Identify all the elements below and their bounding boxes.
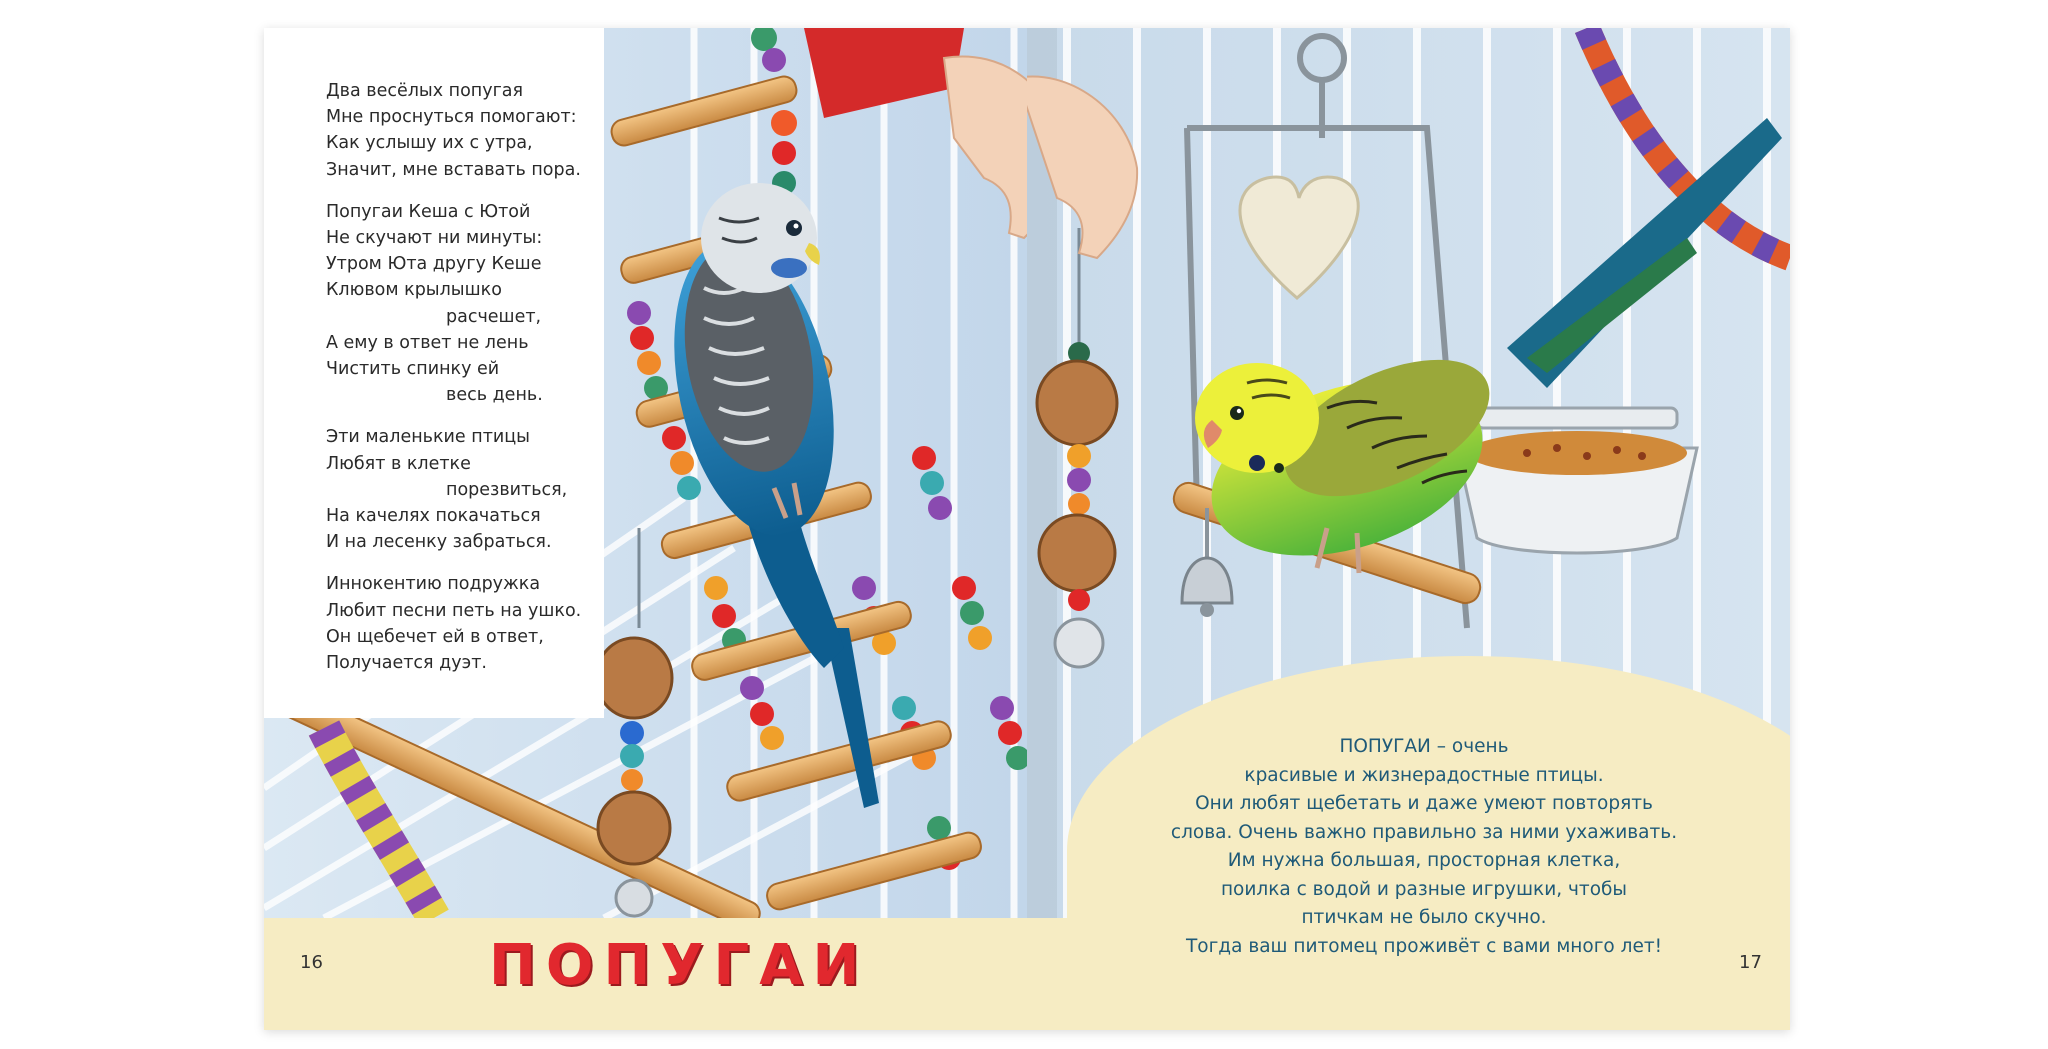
page-number-right: 17 xyxy=(1739,952,1762,973)
chapter-title: ПОПУГАИ xyxy=(489,933,870,998)
info-text xyxy=(1109,733,1739,961)
poem-stanza xyxy=(326,78,616,183)
info-line: птичкам не было скучно. xyxy=(1301,907,1547,928)
info-line: ПОПУГАИ – очень xyxy=(1339,736,1509,757)
poem-line: порезвиться, xyxy=(446,479,568,500)
poem-line: весь день. xyxy=(446,385,543,406)
poem-line: Любят в клетке xyxy=(326,453,471,474)
poem-line: Как услышу их с утра, xyxy=(326,133,533,154)
poem-line: Любит песни петь на ушко. xyxy=(326,600,582,621)
info-line: Они любят щебетать и даже умеют повторять xyxy=(1195,793,1653,814)
poem-line: Он щебечет ей в ответ, xyxy=(326,626,544,647)
right-page xyxy=(1027,28,1790,1030)
book-spread xyxy=(264,28,1790,1030)
poem-panel xyxy=(264,28,604,718)
info-line: Тогда ваш питомец проживёт с вами много лет! xyxy=(1185,935,1663,957)
poem-line: Эти маленькие птицы xyxy=(326,427,530,448)
poem xyxy=(326,78,616,692)
poem-stanza xyxy=(326,199,616,409)
poem-stanza xyxy=(326,571,616,676)
poem-line: Не скучают ни минуты: xyxy=(326,228,543,249)
poem-line: Значит, мне вставать пора. xyxy=(326,159,581,180)
poem-line: Получается дуэт. xyxy=(326,653,487,674)
left-page xyxy=(264,28,1027,1030)
poem-line: расчешет, xyxy=(446,306,542,327)
info-line: красивые и жизнерадостные птицы. xyxy=(1244,764,1604,786)
poem-line: А ему в ответ не лень xyxy=(326,332,529,353)
poem-line: Попугаи Кеша с Ютой xyxy=(326,201,531,222)
poem-stanza xyxy=(326,424,616,555)
poem-line: Чистить спинку ей xyxy=(326,359,500,380)
poem-line: На качелях покачаться xyxy=(326,506,541,527)
info-line: слова. Очень важно правильно за ними ухаживать. xyxy=(1170,821,1678,843)
poem-line: Иннокентию подружка xyxy=(326,574,541,595)
info-line: поилка с водой и разные игрушки, чтобы xyxy=(1220,878,1628,900)
info-line: Им нужна большая, просторная клетка, xyxy=(1227,850,1621,871)
poem-line: И на лесенку забраться. xyxy=(326,532,552,553)
page-number-left: 16 xyxy=(300,952,323,973)
poem-line: Мне проснуться помогают: xyxy=(326,107,577,128)
poem-line: Утром Юта другу Кеше xyxy=(326,254,542,275)
poem-line: Клювом крылышко xyxy=(326,280,502,301)
poem-line: Два весёлых попугая xyxy=(326,81,524,101)
